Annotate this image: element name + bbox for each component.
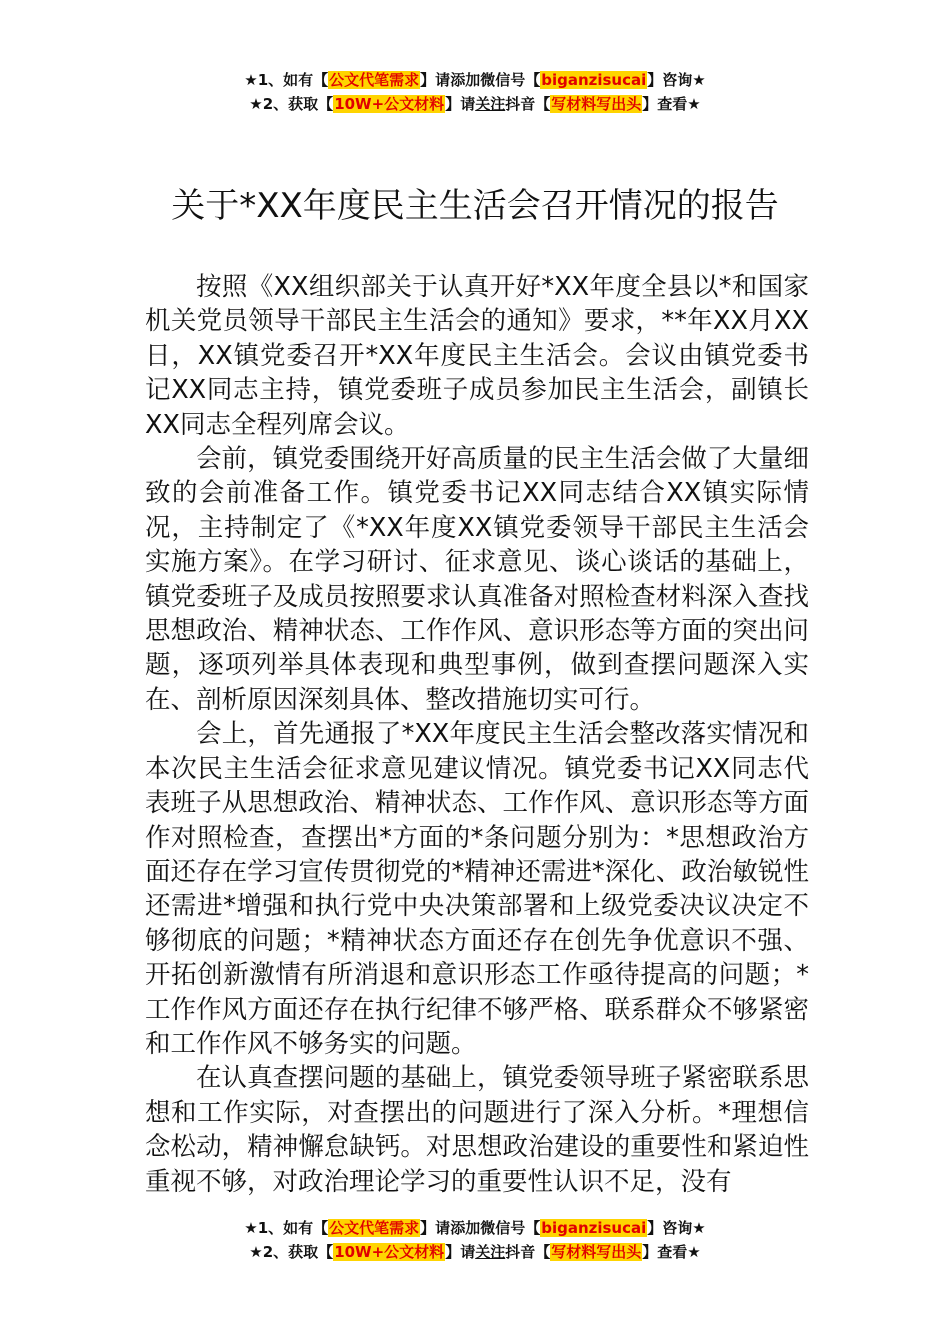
- banner-text: 微信号【: [480, 71, 541, 89]
- banner-text: 】咨询★: [647, 1219, 706, 1237]
- document-body: [145, 270, 809, 1199]
- highlight-tag: biganzisucai: [541, 1219, 647, 1237]
- paragraph: 按照《XX组织部关于认真开好*XX年度全县以*和国家机关党员领导干部民主生活会的通知》要求，**年XX月XX日，XX镇党委召开*XX年度民主生活会。会议由镇党委书记XX同志主持，镇党委班子成员参加民主生活会，副镇长XX同志全程列席会议。: [145, 272, 809, 440]
- highlight-tag: 10W+公文材料: [334, 1243, 445, 1261]
- banner-text: 抖音【: [505, 1243, 551, 1261]
- banner-text: ★2、获取【: [249, 95, 334, 113]
- highlight-tag: 写材料写出头: [551, 95, 642, 113]
- banner-text: ★1、如有【: [244, 71, 329, 89]
- banner-line-1: [0, 1216, 950, 1240]
- highlight-tag: 公文代笔需求: [329, 71, 420, 89]
- footer-banner: [0, 1216, 950, 1264]
- banner-text: 】查看★: [642, 95, 701, 113]
- banner-text: 抖音【: [505, 95, 551, 113]
- paragraph: 在认真查摆问题的基础上，镇党委领导班子紧密联系思想和工作实际，对查摆出的问题进行了深入分析。*理想信念松动，精神懈怠缺钙。对思想政治建设的重要性和紧迫性重视不够，对政治理论学习的重要性认识不足，没有: [145, 1063, 809, 1197]
- highlight-tag: biganzisucai: [541, 71, 647, 89]
- banner-text: ★2、获取【: [249, 1243, 334, 1261]
- banner-emphasis: 添加: [450, 1219, 481, 1237]
- banner-text: ★1、如有【: [244, 1219, 329, 1237]
- banner-text: 】请: [420, 1219, 451, 1237]
- highlight-tag: 公文代笔需求: [329, 1219, 420, 1237]
- banner-text: 】请: [445, 95, 476, 113]
- banner-text: 】请: [445, 1243, 476, 1261]
- banner-emphasis: 添加: [450, 71, 481, 89]
- paragraph: 会上，首先通报了*XX年度民主生活会整改落实情况和本次民主生活会征求意见建议情况。镇党委书记XX同志代表班子从思想政治、精神状态、工作作风、意识形态等方面作对照检查，查摆出*方面的*条问题分别为：*思想政治方面还存在学习宣传贯彻党的*精神还需进*深化、政治敏锐性还需进*增强和执行党中央决策部署和上级党委决议决定不够彻底的问题；*精神状态方面还存在创先争优意识不强、开拓创新激情有所消退和意识形态工作亟待提高的问题；*工作作风方面还存在执行纪律不够严格、联系群众不够紧密和工作作风不够务实的问题。: [145, 719, 809, 1059]
- paragraph: 会前，镇党委围绕开好高质量的民主生活会做了大量细致的会前准备工作。镇党委书记XX同志结合XX镇实际情况，主持制定了《*XX年度XX镇党委领导干部民主生活会实施方案》。在学习研讨、征求意见、谈心谈话的基础上，镇党委班子及成员按照要求认真准备对照检查材料深入查找思想政治、精神状态、工作作风、意识形态等方面的突出问题，逐项列举具体表现和典型事例，做到查摆问题深入实在、剖析原因深刻具体、整改措施切实可行。: [145, 444, 809, 715]
- banner-text: 】查看★: [642, 1243, 701, 1261]
- banner-text: 】请: [420, 71, 451, 89]
- banner-text: 微信号【: [480, 1219, 541, 1237]
- banner-line-1: [0, 68, 950, 92]
- banner-line-2: [0, 1240, 950, 1264]
- banner-emphasis: 关注: [475, 1243, 506, 1261]
- banner-line-2: [0, 92, 950, 116]
- banner-emphasis: 关注: [475, 95, 506, 113]
- banner-text: 】咨询★: [647, 71, 706, 89]
- highlight-tag: 写材料写出头: [551, 1243, 642, 1261]
- header-banner: [0, 68, 950, 116]
- highlight-tag: 10W+公文材料: [334, 95, 445, 113]
- document-title: 关于*XX年度民主生活会召开情况的报告: [171, 186, 779, 226]
